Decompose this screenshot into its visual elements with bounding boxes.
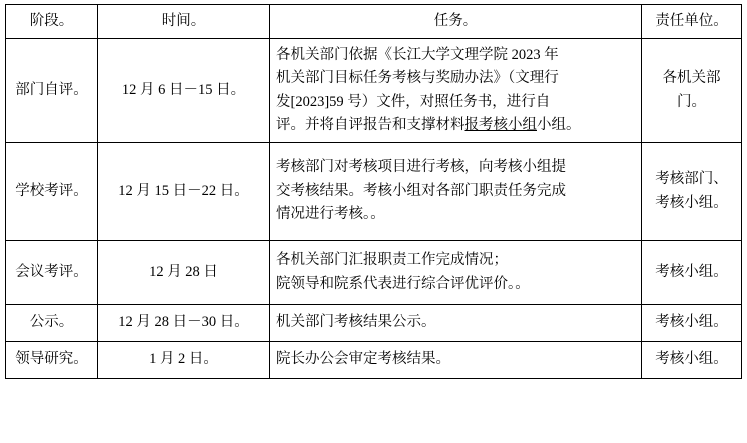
task-line: 各机关部门依据《长江大学文理学院 2023 年 [276,46,559,63]
cell-task [270,39,642,143]
task-line: 考核部门对考核项目进行考核，向考核小组提 [276,159,566,176]
cell-stage: 领导研究。 [6,342,98,379]
cell-unit: 考核小组。 [642,305,742,342]
task-line-with-underline [276,114,635,137]
cell-task: 院长办公会审定考核结果。 [270,342,642,379]
task-underlined-text: 报考核小组 [464,116,537,133]
unit-line: 考核小组。 [655,194,728,211]
task-line: 院领导和院系代表进行综合评优评价。。 [276,275,530,292]
cell-time: 12 月 6 日－15 日。 [98,39,270,143]
cell-unit [642,241,742,305]
cell-unit [642,39,742,143]
unit-line: 各机关部 [662,70,721,87]
cell-task [270,143,642,241]
cell-unit: 考核小组。 [642,342,742,379]
task-line: 情况进行考核。。 [276,206,385,223]
unit-line: 考核小组。 [655,263,728,280]
table-row [6,305,742,342]
cell-time: 12 月 28 日 [98,241,270,305]
unit-line: 考核部门、 [655,171,728,188]
cell-task [270,241,642,305]
cell-time: 12 月 28 日－30 日。 [98,305,270,342]
cell-stage: 学校考评。 [6,143,98,241]
table-row [6,241,742,305]
task-line: 交考核结果。考核小组对各部门职责任务完成 [276,182,566,199]
cell-stage: 部门自评。 [6,39,98,143]
task-line-suffix: 小组。 [537,116,581,133]
table-row [6,39,742,143]
table-header-row [6,5,742,39]
column-header-task: 任务。 [270,5,642,39]
table-row [6,342,742,379]
cell-unit [642,143,742,241]
assessment-schedule-table [5,4,742,379]
table-row [6,143,742,241]
cell-time: 1 月 2 日。 [98,342,270,379]
task-line-prefix: 评。并将自评报告和支撑材料 [276,116,465,133]
unit-line: 门。 [677,93,706,110]
task-line: 发[2023]59 号）文件，对照任务书，进行自 [276,93,551,110]
column-header-time: 时间。 [98,5,270,39]
column-header-stage: 阶段。 [6,5,98,39]
cell-time: 12 月 15 日－22 日。 [98,143,270,241]
cell-stage: 公示。 [6,305,98,342]
cell-stage: 会议考评。 [6,241,98,305]
cell-task: 机关部门考核结果公示。 [270,305,642,342]
task-line: 各机关部门汇报职责工作完成情况； [276,252,508,269]
column-header-unit: 责任单位。 [642,5,742,39]
task-line: 机关部门目标任务考核与奖励办法》（文理行 [276,70,559,87]
